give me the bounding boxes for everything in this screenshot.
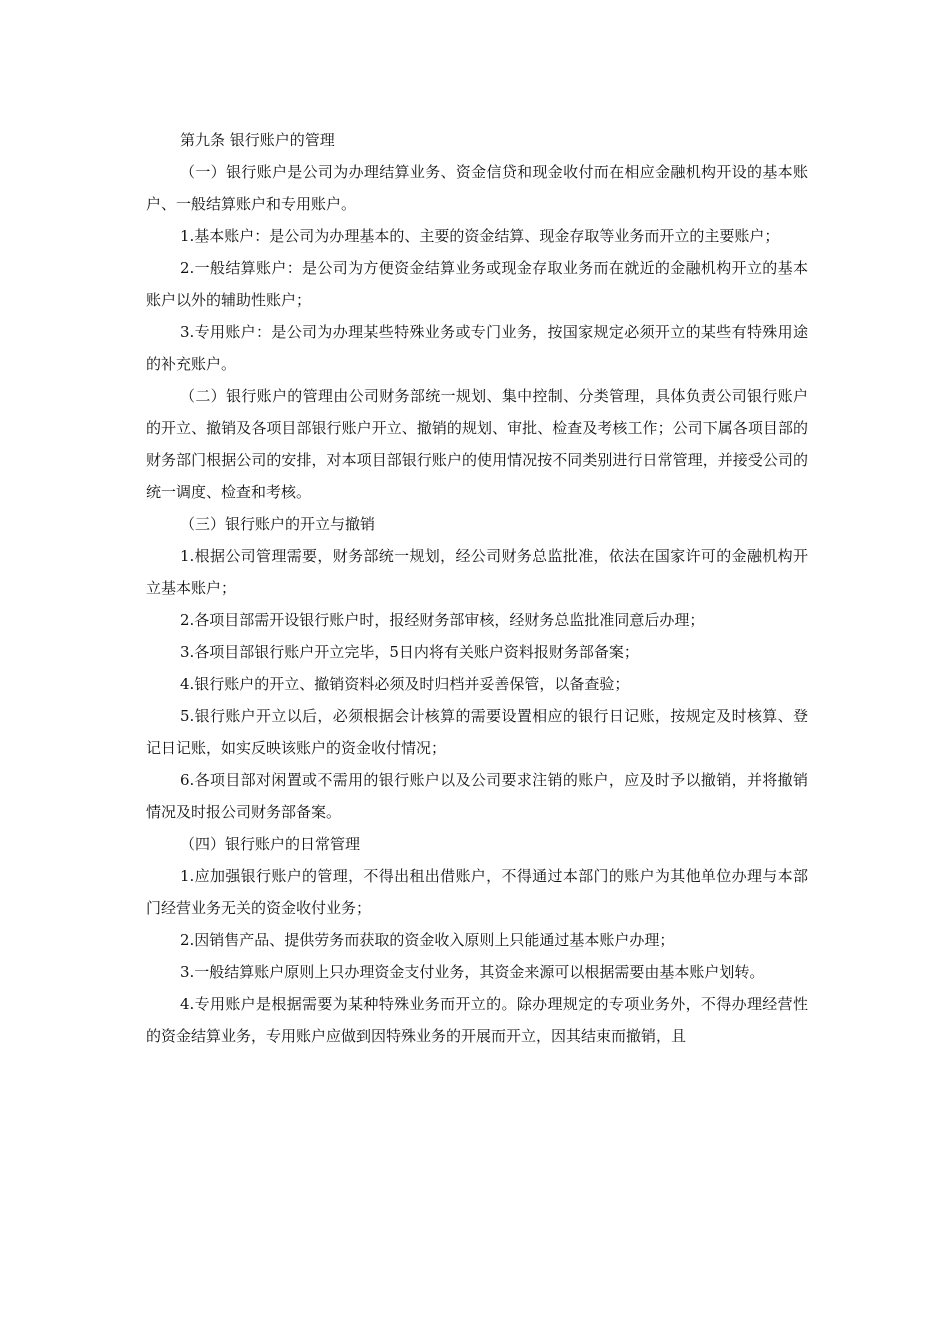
list-item: 1.应加强银行账户的管理，不得出租出借账户，不得通过本部门的账户为其他单位办理与本部门经营业务无关的资金收付业务；: [146, 867, 808, 917]
list-item: 3.一般结算账户原则上只办理资金支付业务，其资金来源可以根据需要由基本账户划转。: [180, 963, 765, 981]
section-one-paragraph: （一）银行账户是公司为办理结算业务、资金信贷和现金收付而在相应金融机构开设的基本账户、一般结算账户和专用账户。: [146, 163, 808, 213]
list-item: 1.基本账户：是公司为办理基本的、主要的资金结算、现金存取等业务而开立的主要账户；: [180, 227, 780, 245]
list-item: 1.根据公司管理需要，财务部统一规划，经公司财务总监批准，依法在国家许可的金融机构开立基本账户；: [146, 547, 808, 597]
document-body: [146, 124, 808, 1052]
list-item: 5.银行账户开立以后，必须根据会计核算的需要设置相应的银行日记账，按规定及时核算、登记日记账，如实反映该账户的资金收付情况；: [146, 707, 808, 757]
list-item: 4.专用账户是根据需要为某种特殊业务而开立的。除办理规定的专项业务外，不得办理经营性的资金结算业务，专用账户应做到因特殊业务的开展而开立，因其结束而撤销，且: [146, 995, 808, 1045]
article-heading: 第九条 银行账户的管理: [180, 131, 335, 149]
list-item: 4.银行账户的开立、撤销资料必须及时归档并妥善保管，以备查验；: [180, 675, 630, 693]
section-three-heading: （三）银行账户的开立与撤销: [180, 515, 376, 533]
list-item: 6.各项目部对闲置或不需用的银行账户以及公司要求注销的账户，应及时予以撤销，并将撤销情况及时报公司财务部备案。: [146, 771, 808, 821]
section-two-paragraph: （二）银行账户的管理由公司财务部统一规划、集中控制、分类管理，具体负责公司银行账户的开立、撤销及各项目部银行账户开立、撤销的规划、审批、检查及考核工作；公司下属各项目部的财务部门根据公司的安排，对本项目部银行账户的使用情况按不同类别进行日常管理，并接受公司的统一调度、检查和考核。: [146, 387, 808, 501]
list-item: 2.一般结算账户：是公司为方便资金结算业务或现金存取业务而在就近的金融机构开立的基本账户以外的辅助性账户；: [146, 259, 808, 309]
section-four-heading: （四）银行账户的日常管理: [180, 835, 361, 853]
list-item: 3.各项目部银行账户开立完毕，5日内将有关账户资料报财务部备案；: [180, 643, 639, 661]
list-item: 3.专用账户：是公司为办理某些特殊业务或专门业务，按国家规定必须开立的某些有特殊用途的补充账户。: [146, 323, 808, 373]
list-item: 2.因销售产品、提供劳务而获取的资金收入原则上只能通过基本账户办理；: [180, 931, 675, 949]
list-item: 2.各项目部需开设银行账户时，报经财务部审核，经财务总监批准同意后办理；: [180, 611, 705, 629]
